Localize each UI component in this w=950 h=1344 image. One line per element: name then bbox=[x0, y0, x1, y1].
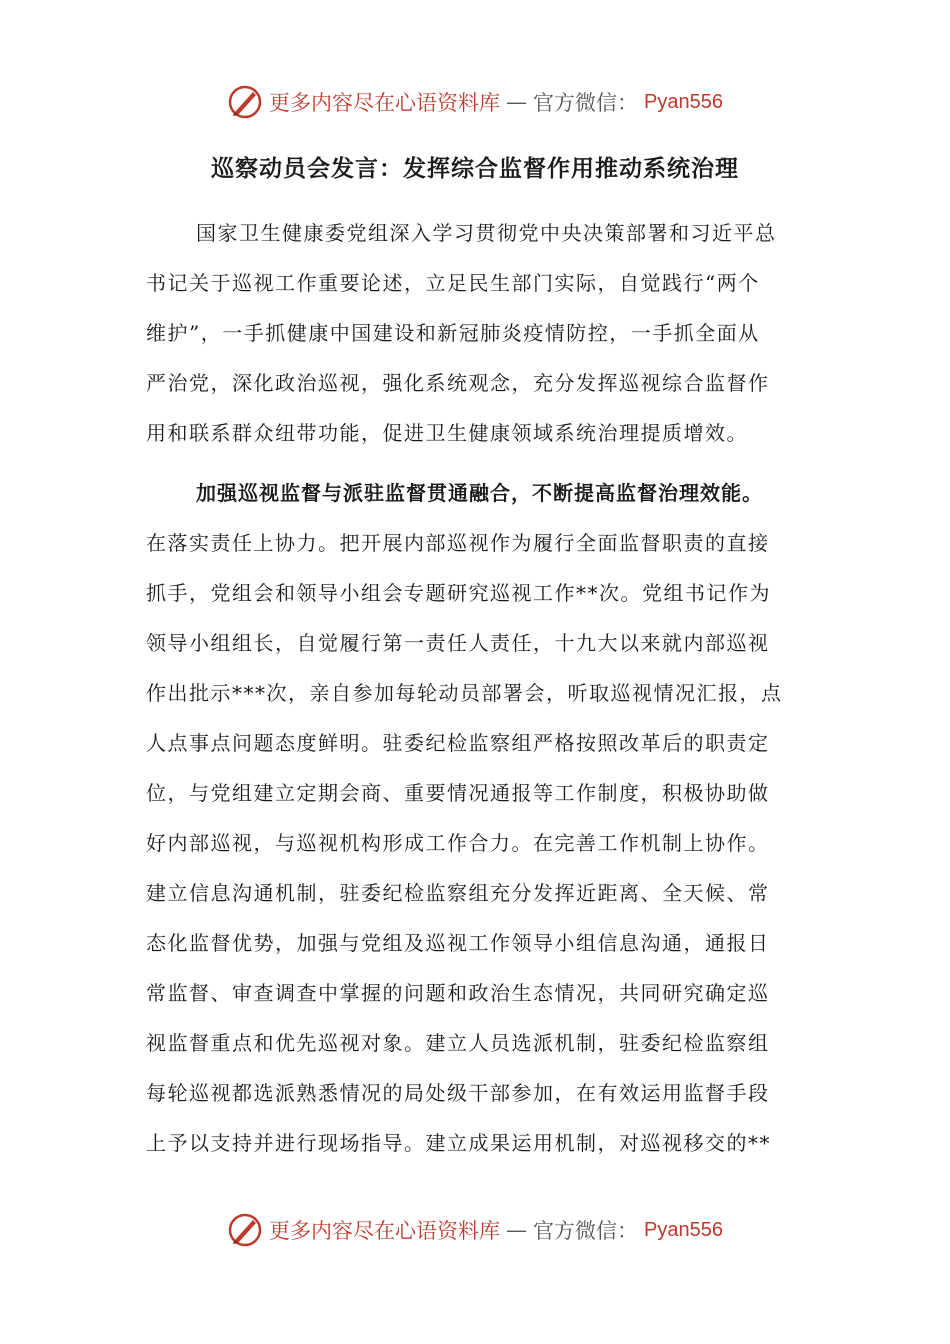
paragraph-line: 好内部巡视，与巡视机构形成工作合力。在完善工作机制上协作。 bbox=[146, 831, 770, 855]
paragraph-line: 维护”，一手抓健康中国建设和新冠肺炎疫情防控，一手抓全面从 bbox=[146, 321, 760, 345]
paragraph-line: 在落实责任上协力。把开展内部巡视作为履行全面监督职责的直接 bbox=[146, 531, 770, 555]
paragraph-line: 书记关于巡视工作重要论述，立足民生部门实际，自觉践行“两个 bbox=[146, 271, 760, 295]
paragraph-line: 位，与党组建立定期会商、重要情况通报等工作制度，积极协助做 bbox=[146, 781, 770, 805]
banner-site-text: 更多内容尽在心语资料库 bbox=[269, 1219, 501, 1243]
paragraph-line: 视监督重点和优先巡视对象。建立人员选派机制，驻委纪检监察组 bbox=[146, 1031, 770, 1055]
paragraph-line: 态化监督优势，加强与党组及巡视工作领导小组信息沟通，通报日 bbox=[146, 931, 770, 955]
paragraph-line: 建立信息沟通机制，驻委纪检监察组充分发挥近距离、全天候、常 bbox=[146, 881, 770, 905]
banner-site-text: 更多内容尽在心语资料库 bbox=[269, 91, 501, 115]
paragraph-line: 作出批示***次，亲自参加每轮动员部署会，听取巡视情况汇报，点 bbox=[146, 681, 783, 705]
footer-banner bbox=[0, 1208, 950, 1252]
section-heading: 加强巡视监督与派驻监督贯通融合，不断提高监督治理效能。 bbox=[196, 481, 763, 505]
paragraph-line: 用和联系群众纽带功能，促进卫生健康领域系统治理提质增效。 bbox=[146, 421, 748, 445]
paragraph-line: 领导小组组长，自觉履行第一责任人责任，十九大以来就内部巡视 bbox=[146, 631, 770, 655]
paragraph-line: 国家卫生健康委党组深入学习贯彻党中央决策部署和习近平总 bbox=[196, 221, 777, 245]
paragraph-line: 抓手，党组会和领导小组会专题研究巡视工作**次。党组书记作为 bbox=[146, 581, 771, 605]
banner-wechat-id: Pyan556 bbox=[644, 90, 723, 113]
banner-wechat-label: 官方微信： bbox=[533, 91, 639, 115]
header-banner bbox=[0, 80, 950, 124]
banner-dash: — bbox=[506, 90, 528, 114]
document-body bbox=[146, 208, 806, 1168]
pen-logo-icon bbox=[227, 84, 263, 120]
paragraph-line: 上予以支持并进行现场指导。建立成果运用机制，对巡视移交的** bbox=[146, 1131, 771, 1155]
paragraph-line: 严治党，深化政治巡视，强化系统观念，充分发挥巡视综合监督作 bbox=[146, 371, 770, 395]
pen-logo-icon bbox=[227, 1212, 263, 1248]
paragraph-line: 每轮巡视都选派熟悉情况的局处级干部参加，在有效运用监督手段 bbox=[146, 1081, 770, 1105]
document-title: 巡察动员会发言：发挥综合监督作用推动系统治理 bbox=[211, 155, 739, 182]
banner-wechat-id: Pyan556 bbox=[644, 1218, 723, 1241]
banner-dash: — bbox=[506, 1218, 528, 1242]
paragraph-line: 人点事点问题态度鲜明。驻委纪检监察组严格按照改革后的职责定 bbox=[146, 731, 770, 755]
banner-wechat-label: 官方微信： bbox=[533, 1219, 639, 1243]
paragraph-line: 常监督、审查调查中掌握的问题和政治生态情况，共同研究确定巡 bbox=[146, 981, 770, 1005]
